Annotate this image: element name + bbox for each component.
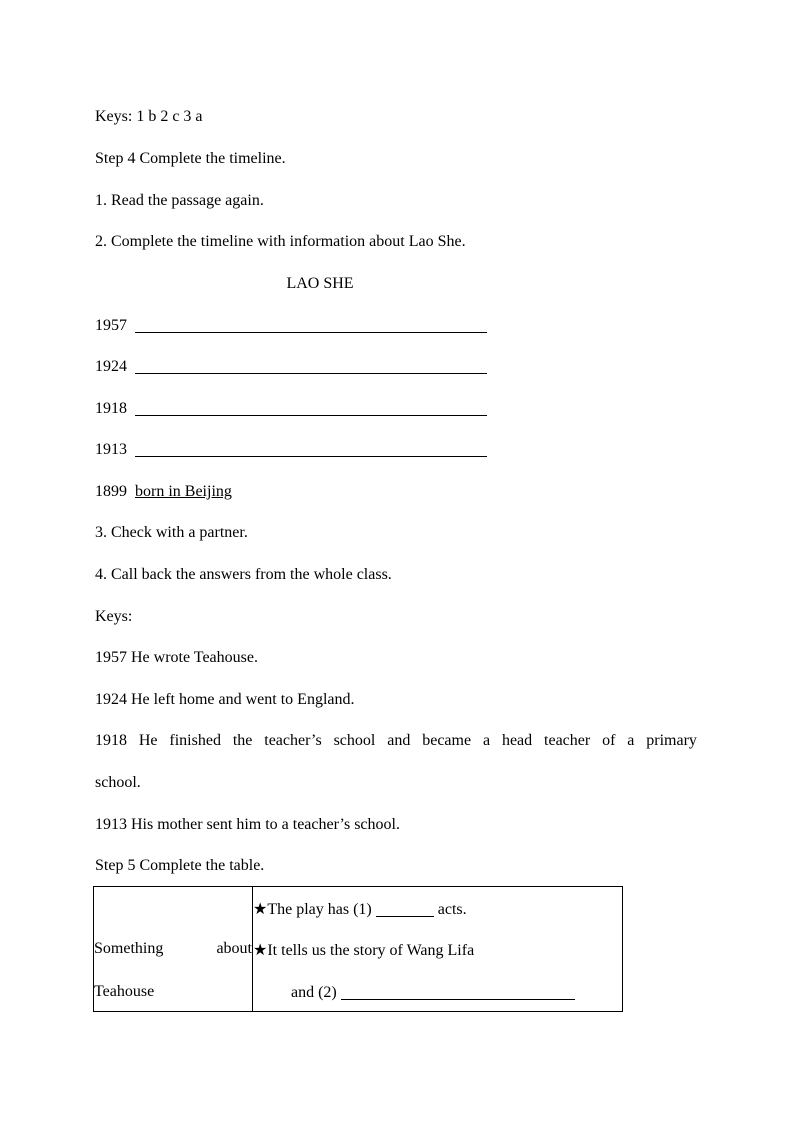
timeline-year: 1924 <box>95 358 127 375</box>
timeline-blank[interactable] <box>135 316 487 333</box>
justified-word: primary <box>646 732 697 749</box>
justified-word: became <box>422 732 472 749</box>
key-answer <box>95 731 697 751</box>
justified-word: a <box>482 732 491 749</box>
table-cell-label <box>94 887 253 1012</box>
justified-word: teacher <box>544 732 591 749</box>
teahouse-table <box>93 886 623 1012</box>
justified-word: 1918 <box>95 732 127 749</box>
timeline-filled-answer: born in Beijing <box>135 483 232 500</box>
key-answer: 1913 His mother sent him to a teacher’s school. <box>95 816 400 833</box>
table-text: and (2) <box>291 984 341 1001</box>
justified-word: teacher’s <box>264 732 322 749</box>
justified-word: school <box>333 732 376 749</box>
timeline-blank[interactable] <box>135 399 487 416</box>
key-answer: 1924 He left home and went to England. <box>95 691 355 708</box>
justified-word: of <box>602 732 616 749</box>
step4-heading: Step 4 Complete the timeline. <box>95 150 286 167</box>
timeline-row <box>95 399 487 419</box>
timeline-blank[interactable] <box>135 357 487 374</box>
blank-1[interactable] <box>376 900 434 917</box>
table-row <box>94 887 623 1012</box>
table-cell-content <box>253 887 623 1012</box>
timeline-year: 1899 <box>95 483 127 500</box>
justified-word: and <box>387 732 411 749</box>
step4-item2: 2. Complete the timeline with information about Lao She. <box>95 233 466 250</box>
timeline-row <box>95 440 487 460</box>
step4-item3: 3. Check with a partner. <box>95 524 248 541</box>
timeline-year: 1913 <box>95 441 127 458</box>
justified-word: He <box>138 732 158 749</box>
timeline-row <box>95 357 487 377</box>
justified-word: the <box>232 732 253 749</box>
key-answer-justified <box>95 731 697 751</box>
timeline-year: 1957 <box>95 317 127 334</box>
key-answer: school. <box>95 774 141 791</box>
table-text: acts. <box>433 901 467 918</box>
cell-label-word: Something <box>94 940 164 957</box>
keys-label: Keys: <box>95 608 133 625</box>
table-line2: ★It tells us the story of Wang Lifa <box>253 942 475 959</box>
timeline-row <box>95 316 487 336</box>
blank-2[interactable] <box>341 983 575 1000</box>
cell-label-line1 <box>94 939 252 959</box>
justified-word: finished <box>169 732 221 749</box>
table-text: ★The play has (1) <box>253 901 376 918</box>
step4-item1: 1. Read the passage again. <box>95 192 264 209</box>
justified-word: head <box>501 732 533 749</box>
timeline-title: LAO SHE <box>286 275 354 292</box>
cell-label-word: about <box>216 940 252 957</box>
timeline-blank[interactable] <box>135 440 487 457</box>
justified-word: a <box>627 732 635 749</box>
table-line1 <box>253 900 467 920</box>
table-line3 <box>291 983 575 1003</box>
keys-top: Keys: 1 b 2 c 3 a <box>95 108 203 125</box>
step5-heading: Step 5 Complete the table. <box>95 857 265 874</box>
step4-item4: 4. Call back the answers from the whole class. <box>95 566 392 583</box>
cell-label-line2: Teahouse <box>94 983 155 1000</box>
timeline-row <box>95 482 232 502</box>
key-answer: 1957 He wrote Teahouse. <box>95 649 258 666</box>
timeline-year: 1918 <box>95 400 127 417</box>
